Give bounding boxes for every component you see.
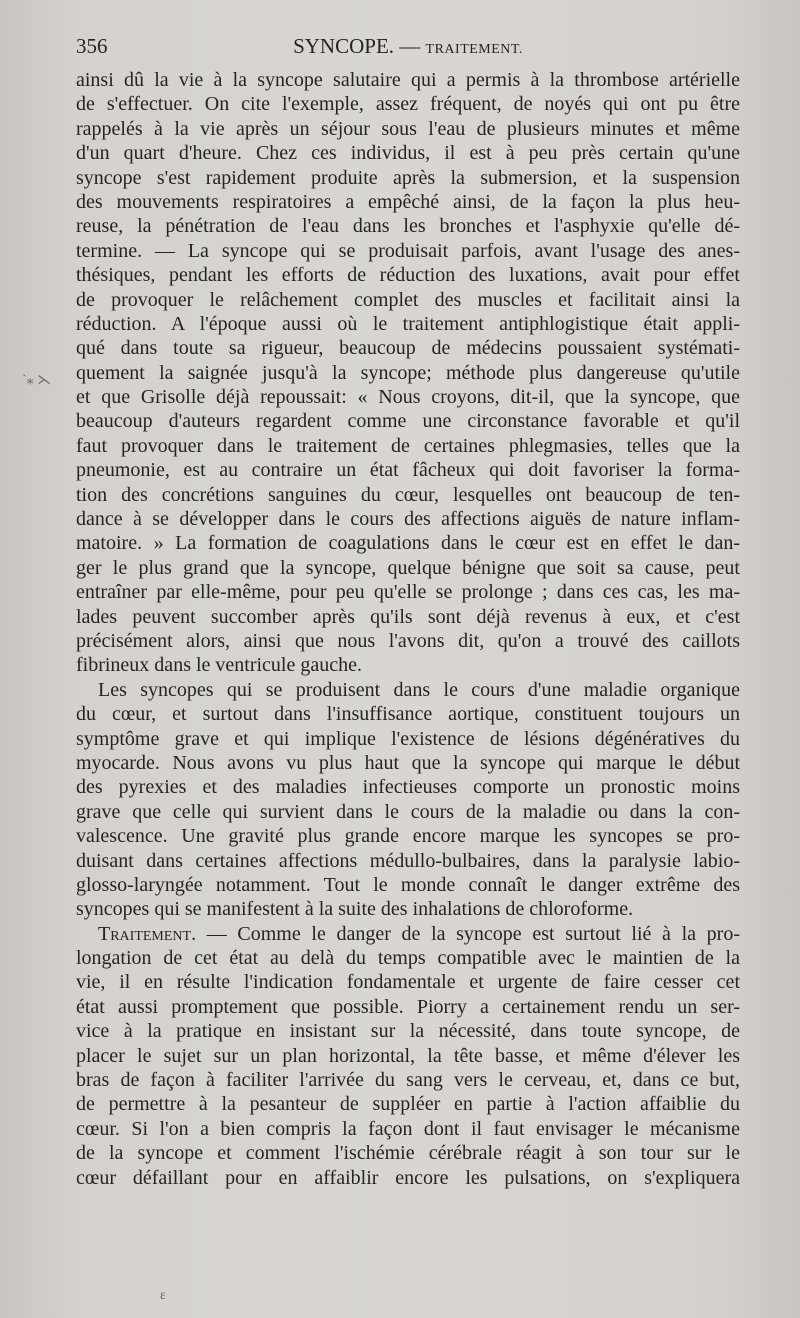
text-line <box>76 141 740 165</box>
text-line-content: précisément alors, ainsi que nous l'avons dit, qu'on a trouvé des caillots <box>76 629 740 652</box>
text-line-content: dance à se développer dans le cours des affections aiguës de nature inflam- <box>76 508 740 531</box>
text-line-content: qué dans toute sa rigueur, beaucoup de médecins poussaient systémati- <box>76 337 740 360</box>
text-line-content: glosso-laryngée notamment. Tout le monde connaît le danger extrême des <box>76 873 740 896</box>
text-line-content: de provoquer le relâchement complet des muscles et facilitait ainsi la <box>76 288 740 311</box>
text-line-content: quement la saignée jusqu'à la syncope; méthode plus dangereuse qu'utile <box>76 361 740 384</box>
text-line <box>76 702 740 726</box>
text-line <box>76 678 740 702</box>
text-line <box>76 288 740 312</box>
text-line <box>76 580 740 604</box>
text-line-content: thésiques, pendant les efforts de réduction des luxations, avait pour effet <box>76 264 740 287</box>
text-line <box>76 775 740 799</box>
text-line-content: réduction. A l'époque aussi où le traitement antiphlogistique était appli- <box>76 312 740 335</box>
text-line-content: et que Grisolle déjà repoussait: « Nous croyons, dit-il, que la syncope, que <box>76 386 740 409</box>
text-line-content: duisant dans certaines affections médullo-bulbaires, dans la paralysie labio- <box>76 849 740 872</box>
text-line <box>76 166 740 190</box>
text-line <box>76 1166 740 1190</box>
text-line <box>76 312 740 336</box>
text-line-content: des mouvements respiratoires a empêché ainsi, de la façon la plus heu- <box>76 190 740 213</box>
text-line-content: de permettre à la pesanteur de suppléer en partie à l'action affaiblie du <box>76 1093 740 1116</box>
text-line-content: d'un quart d'heure. Chez ces individus, il est à peu près certain qu'une <box>76 142 740 165</box>
text-line-content: reuse, la pénétration de l'eau dans les bronches et l'asphyxie qu'elle dé- <box>76 215 740 238</box>
text-line-content: pneumonie, est au contraire un état fâcheux qui doit favoriser la forma- <box>76 459 740 482</box>
text-line-content: de s'effectuer. On cite l'exemple, assez fréquent, de noyés qui ont pu être <box>76 93 740 116</box>
text-line <box>76 653 740 677</box>
text-line <box>76 751 740 775</box>
text-line <box>76 336 740 360</box>
text-line <box>76 849 740 873</box>
page-header <box>76 32 740 60</box>
text-line-content: rappelés à la vie après un séjour sous l'eau de plusieurs minutes et même <box>76 117 740 140</box>
text-line <box>76 1068 740 1092</box>
text-line <box>76 190 740 214</box>
text-line-content: valescence. Une gravité plus grande encore marque les syncopes se pro- <box>76 825 740 848</box>
text-line-content: matoire. » La formation de coagulations dans le cœur est en effet le dan- <box>76 532 740 555</box>
text-line-content: cœur défaillant pour en affaiblir encore les pulsations, on s'expliquera <box>76 1166 740 1189</box>
text-line <box>76 946 740 970</box>
text-line <box>76 409 740 433</box>
running-head <box>76 32 740 64</box>
text-line <box>76 556 740 580</box>
text-line <box>76 1044 740 1068</box>
text-line-content: longation de cet état au delà du temps compatible avec le maintien de la <box>76 947 740 970</box>
text-line-content: cœur. Si l'on a bien compris la façon dont il faut envisager le mécanisme <box>76 1117 740 1140</box>
text-line <box>76 92 740 116</box>
text-line-content: termine. — La syncope qui se produisait parfois, avant l'usage des anes- <box>76 239 740 262</box>
text-line-content: entraîner par elle-même, pour peu qu'elle se prolonge ; dans ces cas, les ma- <box>76 581 740 604</box>
text-line-content: faut provoquer dans le traitement de certaines phlegmasies, telles que la <box>76 434 740 457</box>
text-line <box>76 1019 740 1043</box>
text-line <box>76 361 740 385</box>
text-line-content: lades peuvent succomber après qu'ils sont déjà revenus à eux, et c'est <box>76 605 740 628</box>
text-line-content: — Comme le danger de la syncope est surtout lié à la pro- <box>196 922 740 945</box>
text-line-content: bras de façon à faciliter l'arrivée du sang vers le cerveau, et, dans ce but, <box>76 1069 740 1092</box>
text-line-content: du cœur, et surtout dans l'insuffisance aortique, constituent toujours un <box>76 703 740 726</box>
text-line-content: beaucoup d'auteurs regardent comme une circonstance favorable et qu'il <box>76 410 740 433</box>
text-line <box>76 1141 740 1165</box>
text-line <box>76 873 740 897</box>
text-line <box>76 458 740 482</box>
text-line-content: symptôme grave et qui implique l'existence de lésions dégénératives du <box>76 727 740 750</box>
bottom-mark: ɛ <box>160 1288 166 1303</box>
text-line <box>76 68 740 92</box>
text-line-content: vie, il en résulte l'indication fondamentale et urgente de faire cesser cet <box>76 971 740 994</box>
text-line-content: ger le plus grand que la syncope, quelque bénigne que soit sa cause, peut <box>76 556 740 579</box>
text-line <box>76 434 740 458</box>
body-text <box>76 68 740 1190</box>
running-title: SYNCOPE. — <box>293 34 421 58</box>
text-line-content: état aussi promptement que possible. Piorry a certainement rendu un ser- <box>76 995 740 1018</box>
text-line <box>76 897 740 921</box>
text-line <box>76 629 740 653</box>
text-line <box>76 239 740 263</box>
text-line <box>76 507 740 531</box>
text-line-content: des pyrexies et des maladies infectieuses comporte un pronostic moins <box>76 776 740 799</box>
text-line-content: placer le sujet sur un plan horizontal, la tête basse, et même d'élever les <box>76 1044 740 1067</box>
text-line <box>76 385 740 409</box>
text-line <box>76 1092 740 1116</box>
text-line <box>76 531 740 555</box>
text-line <box>76 263 740 287</box>
running-subtitle: TRAITEMENT. <box>425 42 523 57</box>
text-line <box>76 800 740 824</box>
text-line <box>76 605 740 629</box>
text-line <box>76 214 740 238</box>
text-line-content: grave que celle qui survient dans le cours de la maladie ou dans la con- <box>76 800 740 823</box>
text-line-content: vice à la pratique en insistant sur la nécessité, dans toute syncope, de <box>76 1020 740 1043</box>
text-line <box>76 1117 740 1141</box>
text-line <box>76 824 740 848</box>
text-line-content: ainsi dû la vie à la syncope salutaire qui a permis à la thrombose artérielle <box>76 69 740 91</box>
text-line-content: tion des concrétions sanguines du cœur, lesquelles ont beaucoup de ten- <box>76 483 740 506</box>
text-line <box>76 922 740 946</box>
text-line <box>76 970 740 994</box>
page-number: 356 <box>76 34 108 58</box>
section-heading: Traitement. <box>98 922 197 945</box>
text-line-content: syncopes qui se manifestent à la suite des inhalations de chloroforme. <box>76 898 634 921</box>
text-line-content: de la syncope et comment l'ischémie cérébrale réagit à son tour sur le <box>76 1142 740 1165</box>
text-line-content: Les syncopes qui se produisent dans le cours d'une maladie organique <box>98 678 740 701</box>
margin-mark: ˋ⁎ ⋋ <box>22 373 52 388</box>
text-line <box>76 727 740 751</box>
text-line <box>76 995 740 1019</box>
text-line <box>76 117 740 141</box>
text-line-content: fibrineux dans le ventricule gauche. <box>76 654 362 677</box>
text-line-content: myocarde. Nous avons vu plus haut que la syncope qui marque le début <box>76 751 740 774</box>
text-line <box>76 483 740 507</box>
text-line-content: syncope s'est rapidement produite après la submersion, et la suspension <box>76 166 740 189</box>
